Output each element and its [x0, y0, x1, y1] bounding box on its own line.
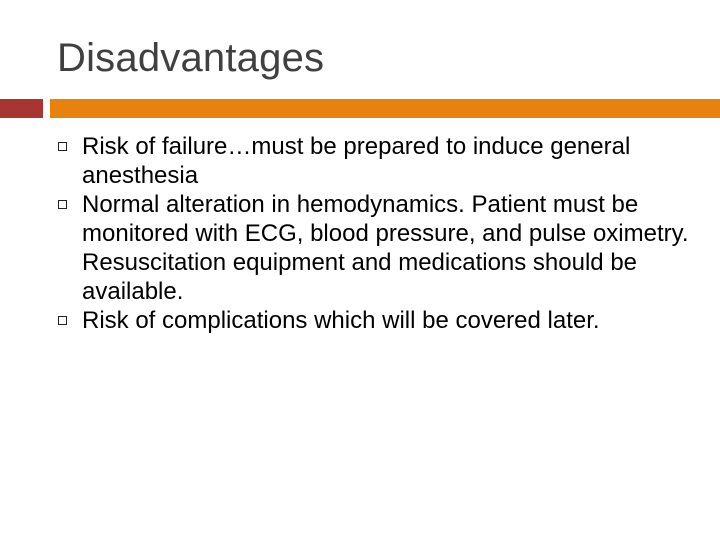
title-accent-rule [0, 99, 43, 118]
square-bullet-icon [58, 200, 67, 209]
bullet-item [57, 306, 697, 335]
bullet-text: Normal alteration in hemodynamics. Patient must be monitored with ECG, blood pressure, and pulse oximetry. Resuscitation equipment and medications should be available. [82, 191, 689, 305]
bullet-text: Risk of failure…must be prepared to induce general anesthesia [82, 133, 631, 189]
title-underline-rule [50, 99, 720, 118]
bullet-text: Risk of complications which will be covered later. [82, 307, 600, 334]
bullet-item [57, 190, 697, 306]
square-bullet-icon [58, 316, 67, 325]
square-bullet-icon [58, 142, 67, 151]
slide-title: Disadvantages [57, 36, 325, 80]
bullet-item [57, 132, 697, 190]
bullet-list [57, 132, 697, 335]
